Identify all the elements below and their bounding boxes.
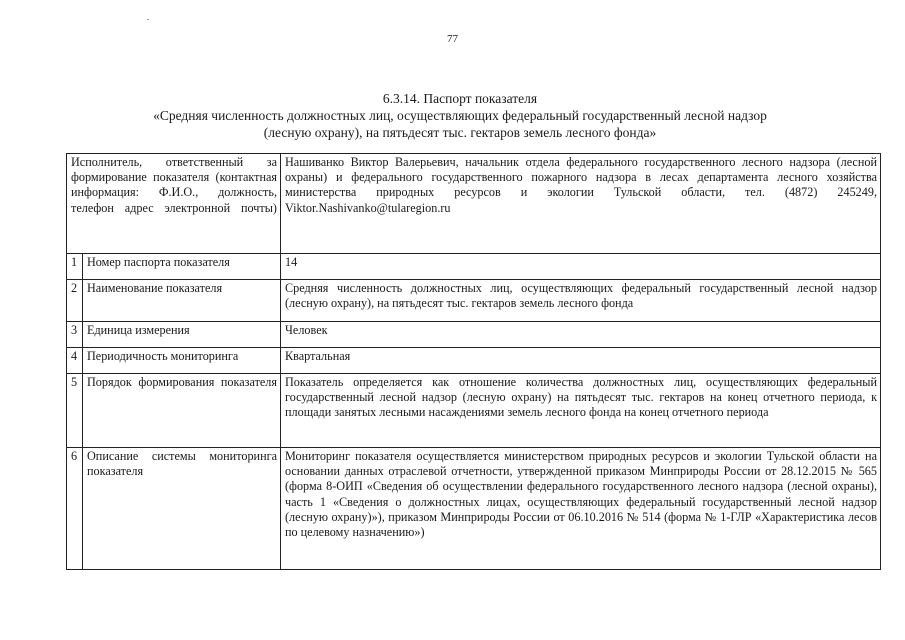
row-number: 6 <box>67 448 83 570</box>
table-row <box>67 254 881 280</box>
executor-value: Нашиванко Виктор Валерьевич, начальник отдела федерального государственного лесного надзора (лесной охраны) и федерального государственного пожарного надзора в лесах департамента лесного хозяйства министерства природных ресурсов и экологии Тульской области, тел. (4872) 245249, Viktor.Nashivanko@tularegion.ru <box>281 154 881 254</box>
row-number: 2 <box>67 280 83 322</box>
heading-indicator-name-line2: (лесную охрану), на пятьдесят тыс. гектаров земель лесного фонда» <box>263 125 657 140</box>
table-row <box>67 374 881 448</box>
row-label: Единица измерения <box>83 322 281 348</box>
heading-indicator-name-line1: «Средняя численность должностных лиц, осуществляющих федеральный государственный лесной надзор <box>153 108 767 123</box>
row-label: Периодичность мониторинга <box>83 348 281 374</box>
row-label: Наименование показателя <box>83 280 281 322</box>
row-label: Номер паспорта показателя <box>83 254 281 280</box>
table-row <box>67 280 881 322</box>
row-number: 5 <box>67 374 83 448</box>
table-row <box>67 348 881 374</box>
executor-label: Исполнитель, ответственный за формирование показателя (контактная информация: Ф.И.О., должность, телефон адрес электронной почты) <box>67 154 281 254</box>
document-heading <box>60 90 860 141</box>
row-value: Мониторинг показателя осуществляется министерством природных ресурсов и экологии Тульской области на основании данных отраслевой отчетности, утвержденной приказом Минприроды России от 28.12.2015 № 565 (форма 8-ОИП «Сведения об осуществлении федерального государственного лесного надзора (лесной охраны), часть 1 «Сведения о должностных лицах, осуществляющих федеральный государственный лесной надзор (лесную охрану)»), приказом Минприроды России от 06.10.2016 № 514 (форма № 1-ГЛР «Характеристика лесов по целевому назначению») <box>281 448 881 570</box>
heading-section-title: 6.3.14. Паспорт показателя <box>382 91 538 106</box>
row-number: 3 <box>67 322 83 348</box>
row-value: Показатель определяется как отношение количества должностных лиц, осуществляющих федеральный государственный лесной надзор (лесную охрану) на пятьдесят тыс. гектаров на конец отчетного периода, к площади занятых лесными насаждениями земель лесного фонда на конец отчетного периода <box>281 374 881 448</box>
table-row-executor <box>67 154 881 254</box>
row-label: Порядок формирования показателя <box>83 374 281 448</box>
page-number: 77 <box>447 33 458 45</box>
row-value: Человек <box>281 322 881 348</box>
row-value: 14 <box>281 254 881 280</box>
row-number: 4 <box>67 348 83 374</box>
indicator-passport-table <box>66 153 881 570</box>
row-value: Средняя численность должностных лиц, осуществляющих федеральный государственный лесной надзор (лесную охрану), на пятьдесят тыс. гектаров земель лесного фонда <box>281 280 881 322</box>
row-number: 1 <box>67 254 83 280</box>
table-row <box>67 448 881 570</box>
table-row <box>67 322 881 348</box>
scan-artifact <box>147 19 149 20</box>
row-value: Квартальная <box>281 348 881 374</box>
row-label: Описание системы мониторинга показателя <box>83 448 281 570</box>
